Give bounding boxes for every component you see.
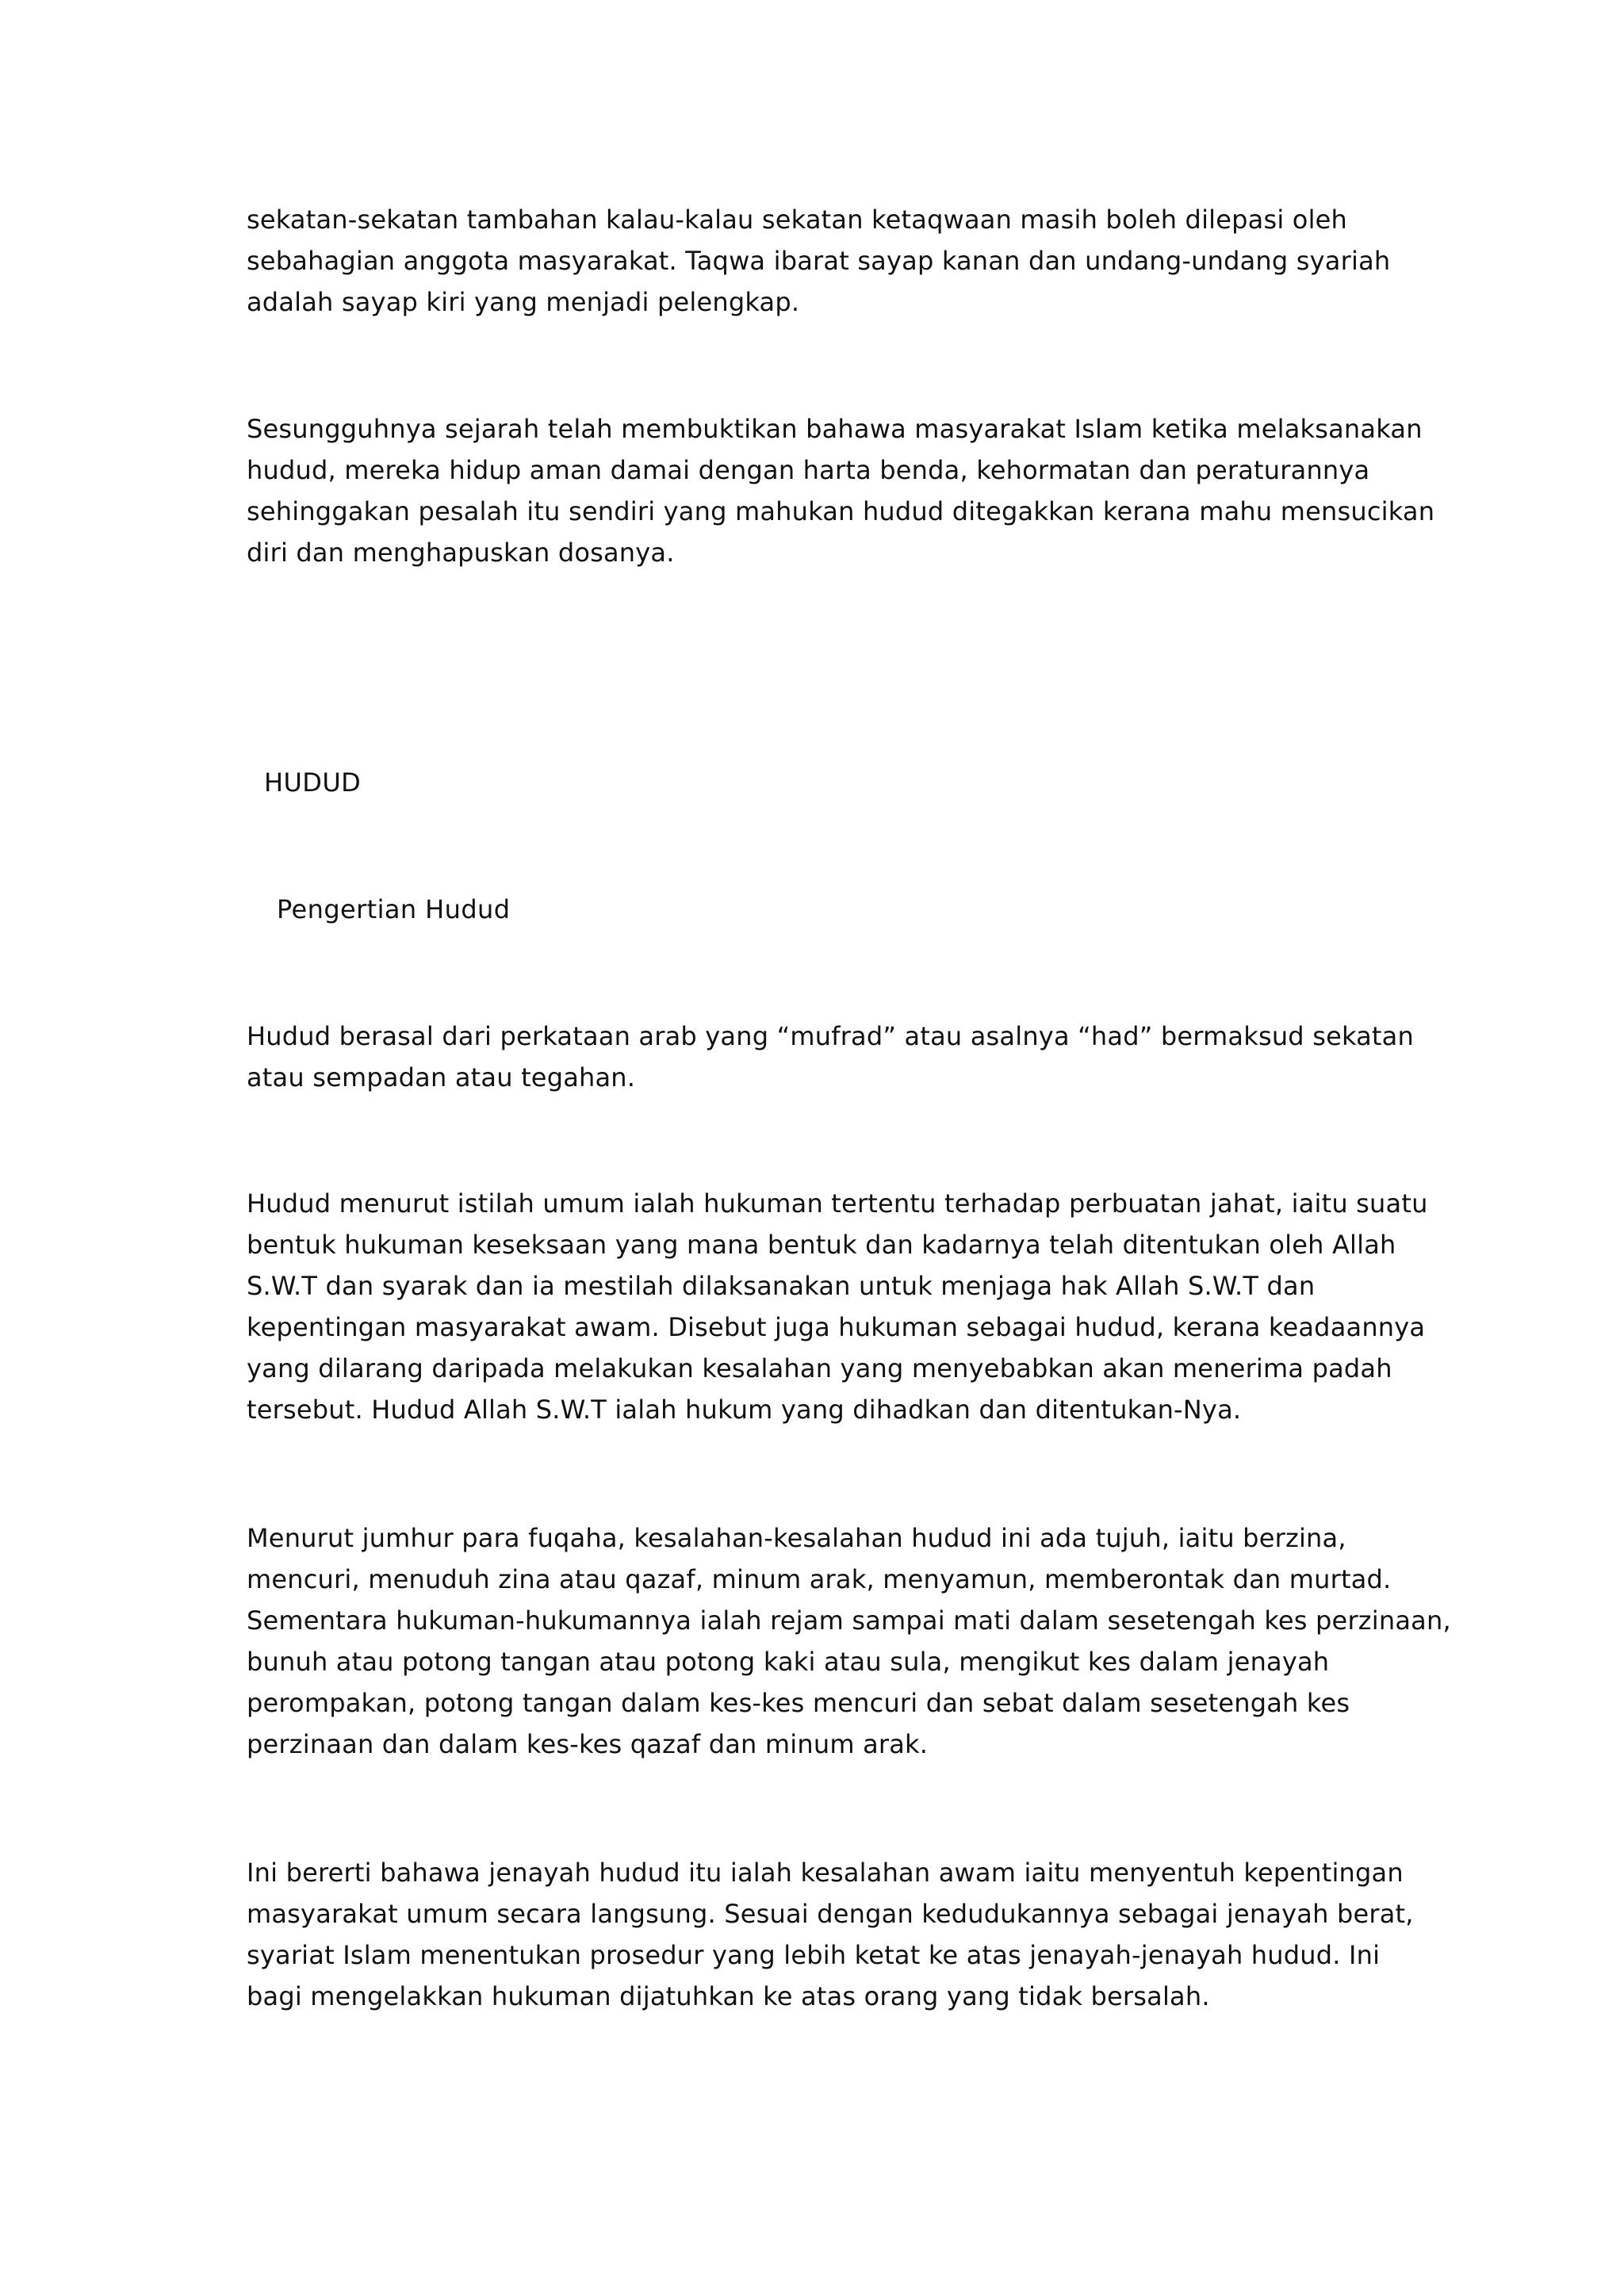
text-line: sebahagian anggota masyarakat. Taqwa ibarat sayap kanan dan undang-undang syariah: [247, 246, 1391, 276]
text-line: Hudud berasal dari perkataan arab yang “mufrad” atau asalnya “had” bermaksud sekatan: [247, 1021, 1414, 1051]
paragraph-sejarah: [247, 408, 1435, 573]
text-line: diri dan menghapuskan dosanya.: [247, 538, 675, 568]
text-line: syariat Islam menentukan prosedur yang lebih ketat ke atas jenayah-jenayah hudud. Ini: [247, 1940, 1381, 1970]
text-line: hudud, mereka hidup aman damai dengan harta benda, kehormatan dan peraturannya: [247, 455, 1370, 485]
paragraph-ketaqwaan: [247, 199, 1400, 323]
text-line: perzinaan dan dalam kes-kes qazaf dan minum arak.: [247, 1729, 929, 1759]
text-line: Hudud menurut istilah umum ialah hukuman tertentu terhadap perbuatan jahat, iaitu suatu: [247, 1188, 1428, 1219]
paragraph-asal-perkataan: [247, 1016, 1414, 1098]
text-line: bunuh atau potong tangan atau potong kaki atau sula, mengikut kes dalam jenayah: [247, 1647, 1330, 1677]
text-line: masyarakat umum secara langsung. Sesuai dengan kedudukannya sebagai jenayah berat,: [247, 1899, 1414, 1929]
text-line: sekatan-sekatan tambahan kalau-kalau sekatan ketaqwaan masih boleh dilepasi oleh: [247, 205, 1348, 235]
paragraph-jumhur-fuqaha: [247, 1517, 1451, 1765]
text-line: bagi mengelakkan hukuman dijatuhkan ke atas orang yang tidak bersalah.: [247, 1981, 1210, 2011]
text-line: S.W.T dan syarak dan ia mestilah dilaksanakan untuk menjaga hak Allah S.W.T dan: [247, 1271, 1316, 1301]
text-line: tersebut. Hudud Allah S.W.T ialah hukum yang dihadkan dan ditentukan-Nya.: [247, 1395, 1242, 1425]
text-line: kepentingan masyarakat awam. Disebut juga hukuman sebagai hudud, kerana keadaannya: [247, 1312, 1426, 1342]
text-line: atau sempadan atau tegahan.: [247, 1062, 636, 1093]
paragraph-kesalahan-awam: [247, 1852, 1414, 2017]
subsection-heading-pengertian: Pengertian Hudud: [277, 894, 511, 924]
text-line: Sementara hukuman-hukumannya ialah rejam sampai mati dalam sesetengah kes perzinaan,: [247, 1605, 1451, 1636]
section-heading-hudud: HUDUD: [264, 767, 362, 798]
text-line: bentuk hukuman keseksaan yang mana bentuk dan kadarnya telah ditentukan oleh Allah: [247, 1230, 1396, 1260]
text-line: sehinggakan pesalah itu sendiri yang mahukan hudud ditegakkan kerana mahu mensucikan: [247, 496, 1435, 526]
paragraph-istilah-umum: [247, 1183, 1428, 1430]
text-line: perompakan, potong tangan dalam kes-kes mencuri dan sebat dalam sesetengah kes: [247, 1688, 1350, 1718]
text-line: mencuri, menuduh zina atau qazaf, minum arak, menyamun, memberontak dan murtad.: [247, 1564, 1392, 1594]
text-line: yang dilarang daripada melakukan kesalahan yang menyebabkan akan menerima padah: [247, 1353, 1392, 1383]
text-line: Menurut jumhur para fuqaha, kesalahan-kesalahan hudud ini ada tujuh, iaitu berzina,: [247, 1523, 1346, 1553]
text-line: Sesungguhnya sejarah telah membuktikan bahawa masyarakat Islam ketika melaksanakan: [247, 414, 1423, 444]
text-line: Ini bererti bahawa jenayah hudud itu ialah kesalahan awam iaitu menyentuh kepentingan: [247, 1858, 1404, 1888]
text-line: adalah sayap kiri yang menjadi pelengkap.: [247, 287, 800, 317]
